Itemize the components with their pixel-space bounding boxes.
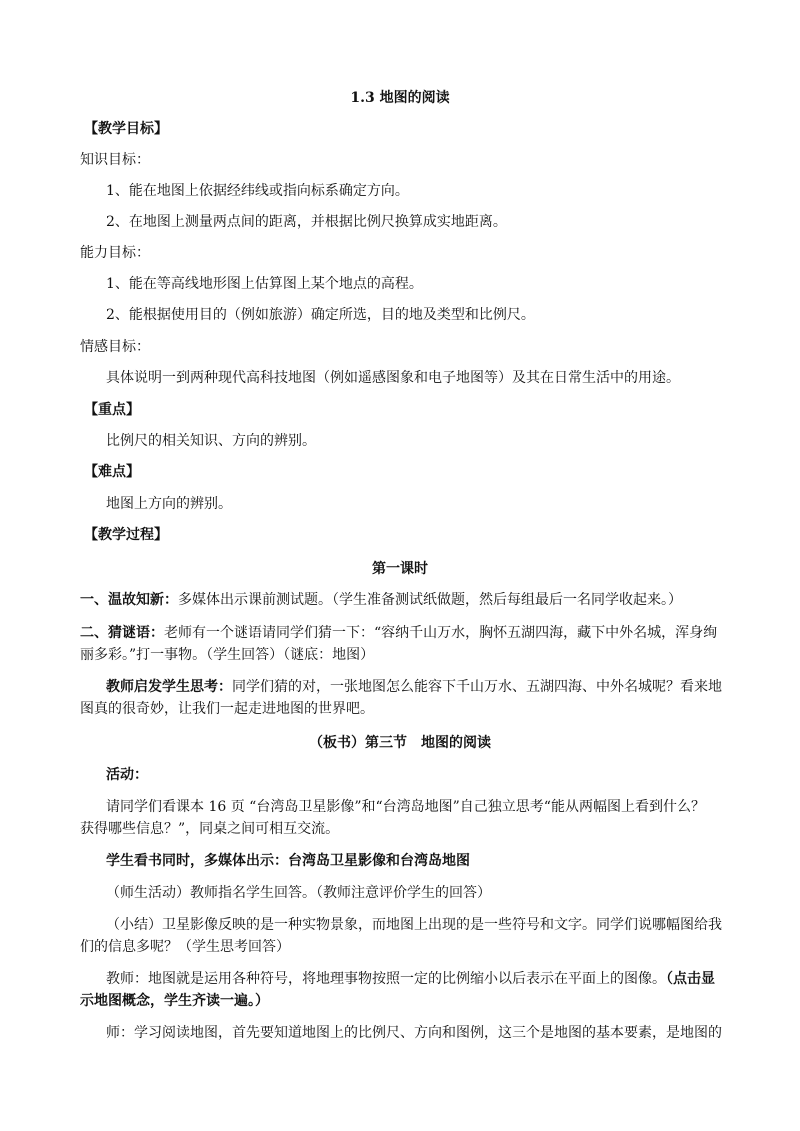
process-header: 【教学过程】 <box>84 527 168 543</box>
inspire-label: 教师启发学生思考： <box>106 679 232 695</box>
board-title: （板书）第三节 地图的阅读 <box>309 735 491 751</box>
emotion-objectives-label: 情感目标： <box>80 339 150 355</box>
ability-objectives-label: 能力目标： <box>80 245 150 261</box>
summary-text-2: 们的信息多呢？（学生思考回答） <box>80 939 290 955</box>
ability-objective-2: 2、能根据使用目的（例如旅游）确定所选，目的地及类型和比例尺。 <box>106 307 535 323</box>
definition-bold-2: 示地图概念，学生齐读一遍。） <box>80 993 269 1009</box>
riddle-label: 二、猜谜语： <box>80 625 164 641</box>
activity-label: 活动： <box>106 767 148 783</box>
key-point-header: 【重点】 <box>84 402 140 418</box>
review-label: 一、温故知新： <box>80 592 178 608</box>
inspire-text-2: 图真的很奇妙，让我们一起走进地图的世界吧。 <box>80 701 374 717</box>
definition-bold-1: （点击显 <box>666 971 715 987</box>
multimedia-text: 学生看书同时，多媒体出示：台湾岛卫星影像和台湾岛地图 <box>106 853 470 869</box>
emotion-objective-text: 具体说明一到两种现代高科技地图（例如遥感图象和电子地图等）及其在日常生活中的用途。 <box>106 370 680 386</box>
lesson-title: 第一课时 <box>372 561 428 577</box>
difficulty-text: 地图上方向的辨别。 <box>106 496 232 512</box>
definition-paragraph-line-1 <box>106 969 715 989</box>
activity-text-2: 获得哪些信息？”，同桌之间可相互交流。 <box>80 821 340 837</box>
key-point-text: 比例尺的相关知识、方向的辨别。 <box>106 433 316 449</box>
final-text: 师：学习阅读地图，首先要知道地图上的比例尺、方向和图例，这三个是地图的基本要素，是地图的 <box>106 1025 722 1041</box>
objectives-header: 【教学目标】 <box>84 121 168 137</box>
inspire-paragraph-line-1 <box>106 677 722 697</box>
ability-objective-1: 1、能在等高线地形图上估算图上某个地点的高程。 <box>106 276 423 292</box>
teacher-activity-text: （师生活动）教师指名学生回答。（教师注意评价学生的回答） <box>106 885 491 901</box>
riddle-paragraph-line-1 <box>80 623 717 643</box>
review-paragraph <box>80 590 682 610</box>
inspire-text-1: 同学们猜的对，一张地图怎么能容下千山万水、五湖四海、中外名城呢？看来地 <box>232 679 722 695</box>
difficulty-header: 【难点】 <box>84 464 140 480</box>
riddle-text-1: 老师有一个谜语请同学们猜一下：“容纳千山万水，胸怀五湖四海，藏下中外名城，浑身绚 <box>164 625 718 641</box>
knowledge-objective-1: 1、能在地图上依据经纬线或指向标系确定方向。 <box>106 183 409 199</box>
summary-text-1: （小结）卫星影像反映的是一种实物景象，而地图上出现的是一些符号和文字。同学们说哪幅图给我 <box>106 917 722 933</box>
definition-text-1: 教师：地图就是运用各种符号，将地理事物按照一定的比例缩小以后表示在平面上的图像。 <box>106 971 666 987</box>
riddle-text-2: 丽多彩。”打一事物。（学生回答）（谜底：地图） <box>80 647 375 663</box>
knowledge-objectives-label: 知识目标： <box>80 152 150 168</box>
review-text: 多媒体出示课前测试题。（学生准备测试纸做题，然后每组最后一名同学收起来。） <box>178 592 682 608</box>
knowledge-objective-2: 2、在地图上测量两点间的距离，并根据比例尺换算成实地距离。 <box>106 214 507 230</box>
activity-text-1: 请同学们看课本 16 页 “台湾岛卫星影像”和“台湾岛地图”自己独立思考“能从两幅图上看到什么？ <box>106 799 705 815</box>
page-title: 1.3 地图的阅读 <box>350 90 450 106</box>
